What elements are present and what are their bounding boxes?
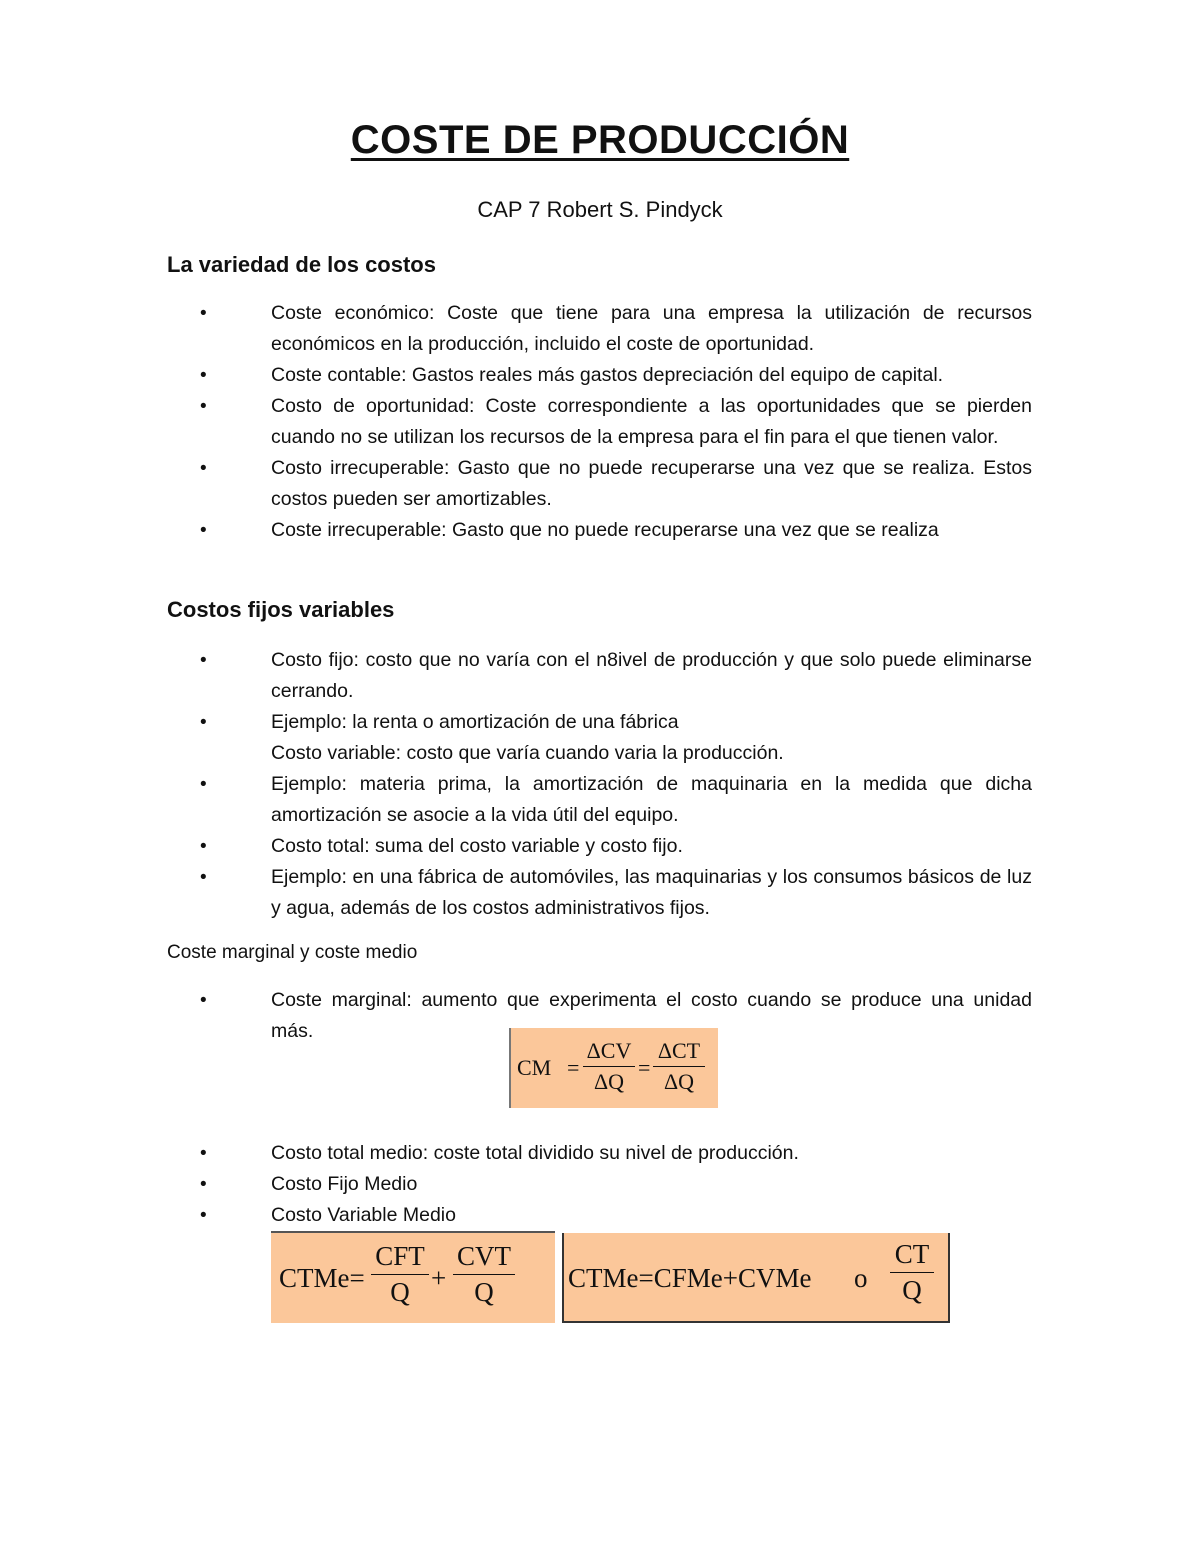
list-item-text: Coste económico: Coste que tiene para una empresa la utilización de recursos económicos en la producción, incluido el coste de oportunidad.: [271, 302, 1032, 355]
list-item: [0, 453, 1032, 515]
list-item: [0, 1138, 1032, 1169]
fraction-bar: [890, 1272, 934, 1273]
bullet-icon: •: [200, 365, 207, 386]
bullet-icon: •: [200, 520, 207, 541]
bullet-icon: •: [200, 712, 207, 733]
list-item-text: Costo irrecuperable: Gasto que no puede recuperarse una vez que se realiza. Estos costos pueden ser amortizables.: [271, 457, 1032, 510]
list-item: [0, 862, 1032, 924]
list-item-text: Ejemplo: en una fábrica de automóviles, las maquinarias y los consumos básicos de luz y agua, además de los costos administrativos fijos.: [271, 866, 1032, 919]
list-item: [0, 391, 1032, 453]
fraction-bar: [453, 1274, 515, 1275]
fraction-bar: [653, 1066, 705, 1067]
section2-list: [0, 645, 1200, 924]
formula-lhs: CM: [517, 1055, 552, 1080]
fraction-numerator: ΔCV: [586, 1038, 632, 1063]
formula-marginal-cost: [509, 1028, 718, 1108]
formula-expression: CTMe=CFMe+CVMe: [568, 1263, 812, 1293]
fraction-bar: [371, 1274, 429, 1275]
section-heading-marginal-medio: Coste marginal y coste medio: [167, 942, 418, 963]
bullet-icon: •: [200, 774, 207, 795]
section3-list-b: [0, 1138, 1200, 1231]
bullet-icon: •: [200, 650, 207, 671]
list-item-text: Costo total: suma del costo variable y costo fijo.: [271, 835, 683, 857]
bullet-icon: •: [200, 867, 207, 888]
list-item: [0, 1169, 1032, 1200]
list-item-text: Costo variable: costo que varía cuando varia la producción.: [271, 742, 784, 764]
list-item: [0, 515, 1032, 546]
formula-or: o: [854, 1263, 868, 1293]
bullet-icon: •: [200, 1174, 207, 1195]
formula-fraction-cv: [583, 1038, 635, 1095]
list-item: [0, 1200, 1032, 1231]
list-item: [0, 298, 1032, 360]
list-item: [0, 831, 1032, 862]
list-item-text: Costo total medio: coste total dividido su nivel de producción.: [271, 1142, 799, 1164]
fraction-numerator: CFT: [375, 1241, 425, 1271]
formula-fraction-ct-q: [890, 1239, 934, 1306]
list-item-text: Costo Fijo Medio: [271, 1173, 418, 1195]
fraction-denominator: ΔQ: [593, 1069, 625, 1094]
fraction-bar: [583, 1066, 635, 1067]
list-item-text: Coste marginal: aumento que experimenta el costo cuando se produce una unidad más.: [271, 989, 1032, 1042]
formula-fraction-cvt: [453, 1241, 515, 1308]
bullet-icon: •: [200, 1143, 207, 1164]
formula-fraction-cft: [371, 1241, 429, 1308]
bullet-icon: •: [200, 303, 207, 324]
fraction-denominator: Q: [390, 1277, 410, 1307]
bullet-icon: •: [200, 396, 207, 417]
list-item: [0, 645, 1032, 707]
formula-fraction-ct: [653, 1038, 705, 1095]
fraction-denominator: Q: [474, 1277, 494, 1307]
bullet-icon: •: [200, 1205, 207, 1226]
formula-equals: =: [567, 1055, 580, 1080]
page-title: COSTE DE PRODUCCIÓN: [350, 118, 850, 162]
list-item-text: Costo de oportunidad: Coste correspondiente a las oportunidades que se pierden cuando no se utilizan los recursos de la empresa para el fin para el que tienen valor.: [271, 395, 1032, 448]
list-item-text: Costo Variable Medio: [271, 1204, 456, 1226]
fraction-denominator: ΔQ: [663, 1069, 695, 1094]
section1-list: [0, 298, 1200, 546]
list-item-text: Coste irrecuperable: Gasto que no puede recuperarse una vez que se realiza: [271, 519, 939, 541]
list-item: [0, 360, 1032, 391]
section-heading-variedad: La variedad de los costos: [167, 252, 436, 277]
section-heading-fijos-variables: Costos fijos variables: [167, 597, 395, 622]
formula-equals: =: [638, 1055, 651, 1080]
formula-average-total-cost-components: [562, 1233, 950, 1323]
fraction-denominator: Q: [902, 1275, 922, 1305]
formula-average-total-cost-sum: [271, 1231, 555, 1323]
bullet-icon: •: [200, 836, 207, 857]
bullet-icon: •: [200, 458, 207, 479]
fraction-numerator: ΔCT: [657, 1038, 701, 1063]
fraction-numerator: CT: [894, 1239, 930, 1269]
list-item: [0, 769, 1032, 831]
list-item-text: Ejemplo: la renta o amortización de una fábrica: [271, 711, 679, 733]
list-item-text: Costo fijo: costo que no varía con el n8ivel de producción y que solo puede eliminarse cerrando.: [271, 649, 1032, 702]
list-item: [0, 707, 1032, 769]
list-item-text: Coste contable: Gastos reales más gastos depreciación del equipo de capital.: [271, 364, 944, 386]
list-item-text: Ejemplo: materia prima, la amortización de maquinaria en la medida que dicha amortización se asocie a la vida útil del equipo.: [271, 773, 1032, 826]
formula-lhs: CTMe=: [279, 1263, 365, 1293]
bullet-icon: •: [200, 990, 207, 1011]
page-subtitle: CAP 7 Robert S. Pindyck: [477, 197, 723, 222]
formula-plus: +: [431, 1263, 447, 1293]
fraction-numerator: CVT: [457, 1241, 511, 1271]
